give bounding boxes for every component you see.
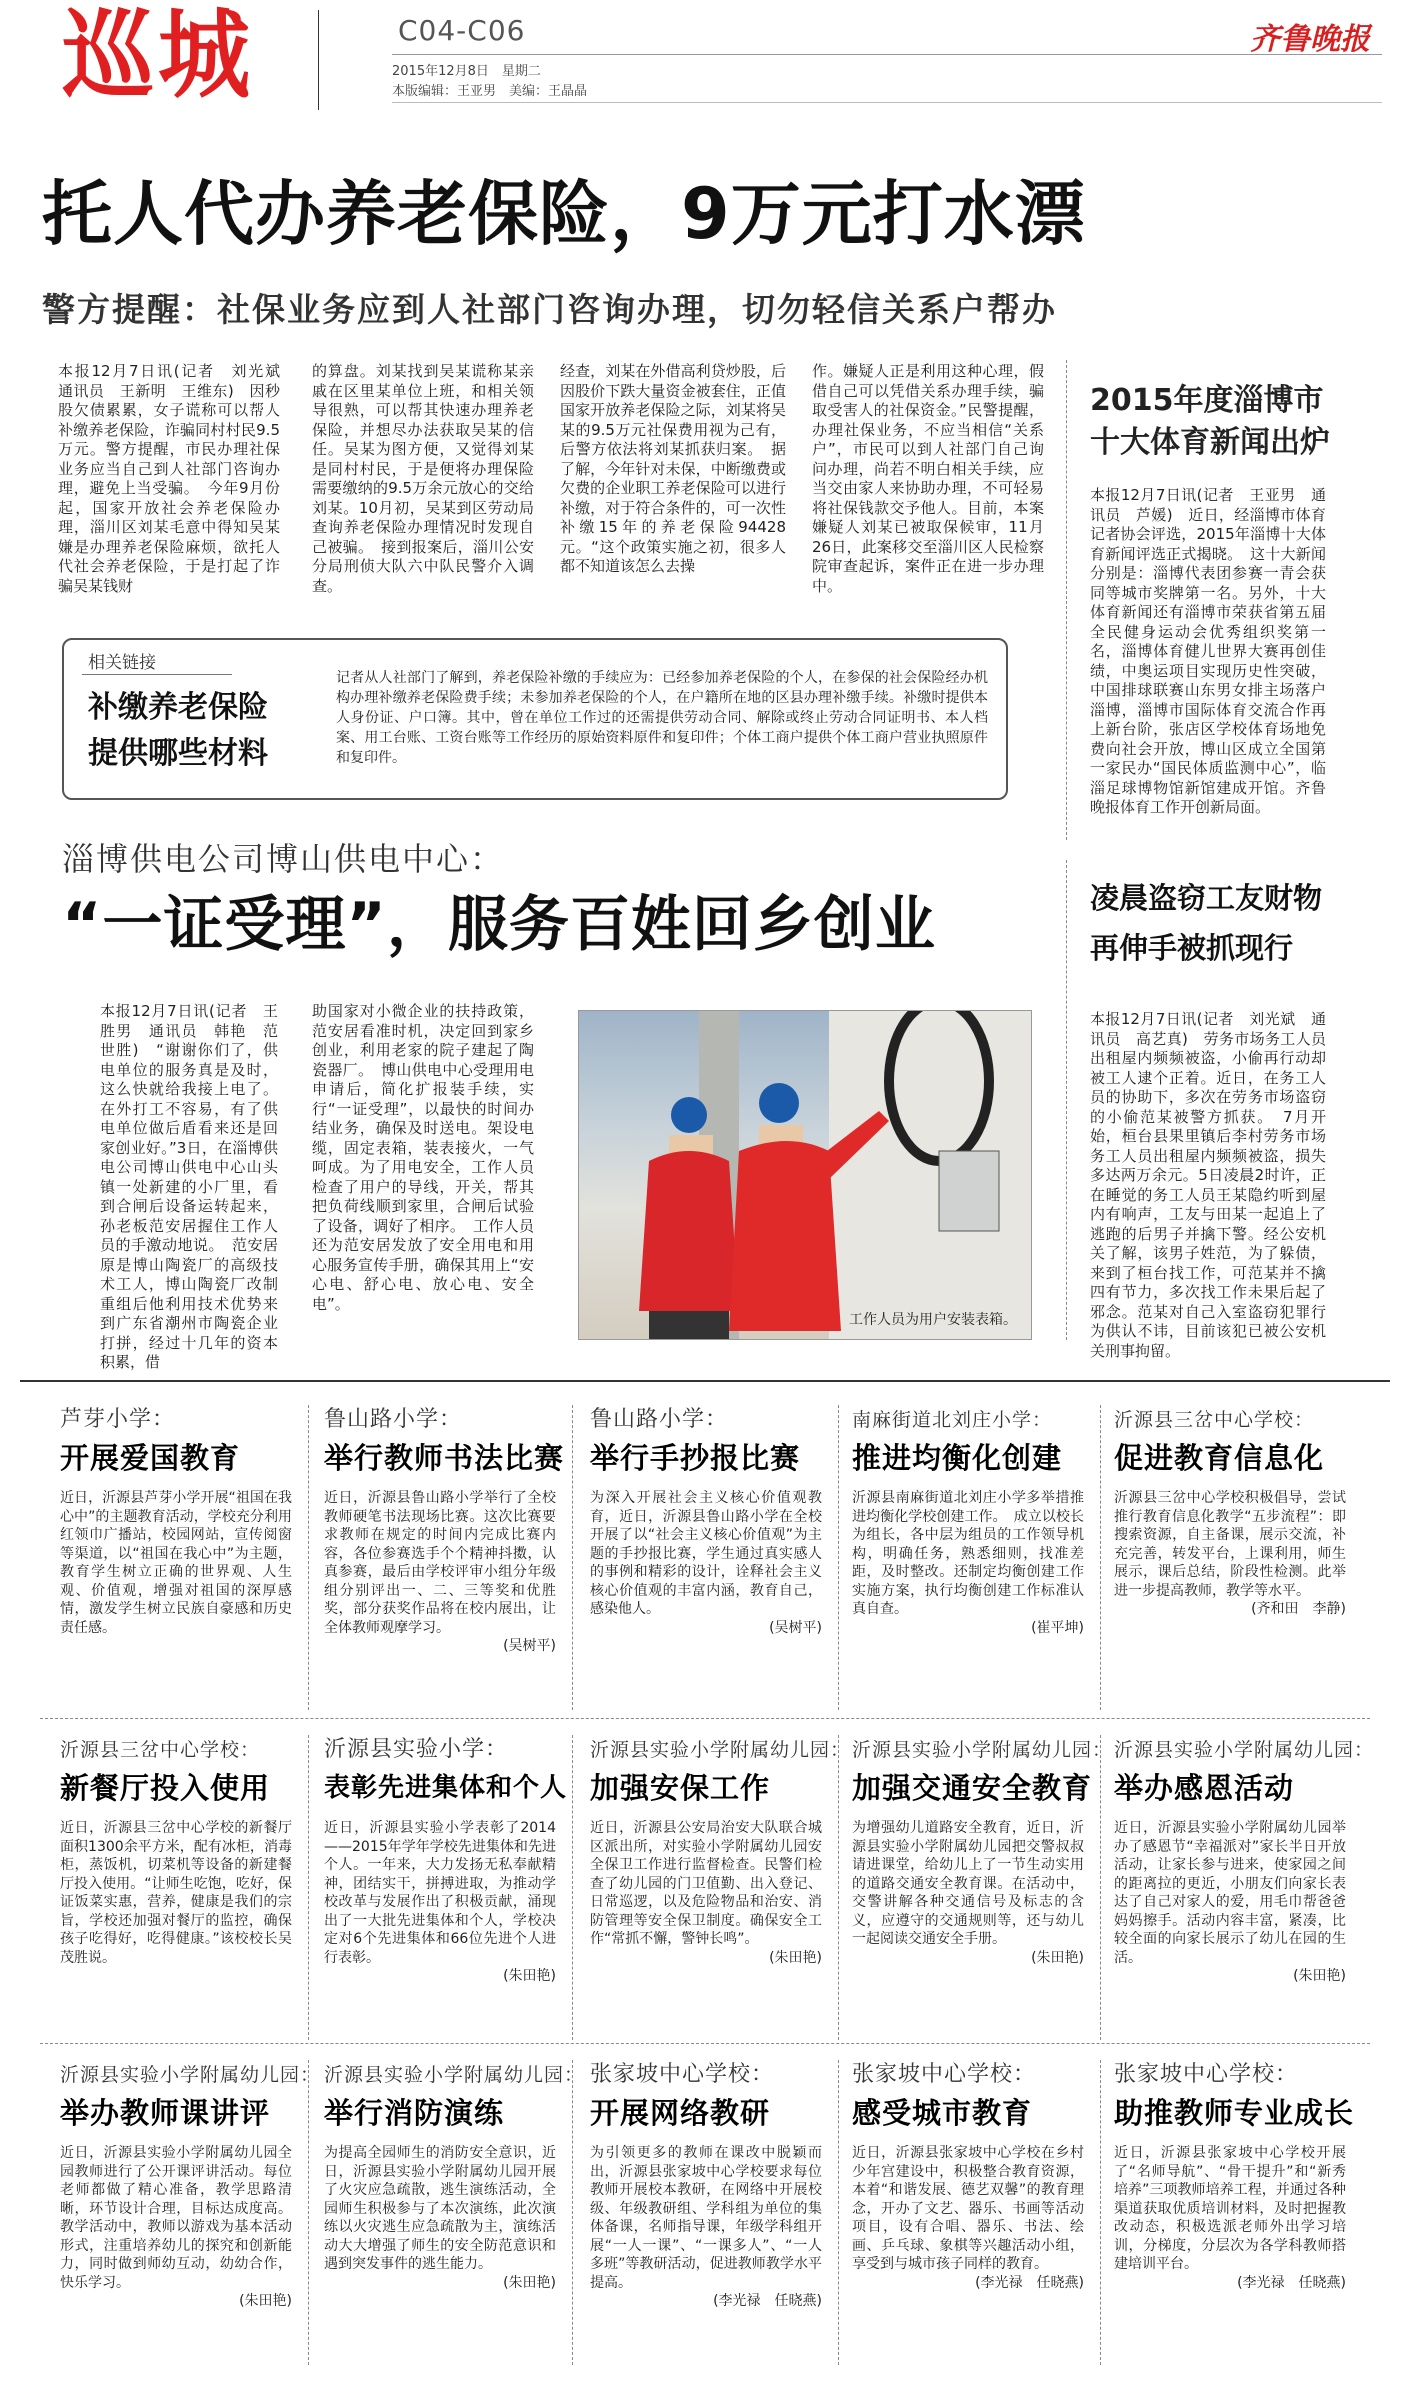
column-rule: [308, 1405, 309, 1710]
school-brief: [324, 2060, 585, 2293]
section-name: 巡城: [62, 0, 255, 112]
school-brief: [60, 2060, 321, 2312]
power-headline: “一证受理”，服务百姓回乡创业: [62, 890, 936, 960]
power-photo: [578, 1010, 1032, 1340]
masthead-rule: [392, 54, 1382, 55]
lead-text-3: 经查，刘某在外借高利贷炒股，后因股价下跌大量资金被套住，正值国家开放养老保险之际，刘某将吴某的9.5万元社保费用视为己有，后警方依法将刘某抓获归案。 据了解，今年针对未保，中断缴费或欠费的企业职工养老保险可以进行补缴，对于符合条件的，可一次性补缴15年的养老保险94428元。“这个政策实施之初，很多人都不知道该怎么去操: [560, 362, 786, 575]
brief-byline: (朱田艳): [769, 1949, 822, 1966]
paper-logo: 齐鲁晚报: [1250, 22, 1370, 57]
school-name: 鲁山路小学：: [590, 1407, 729, 1432]
school-brief: [852, 2060, 1084, 2293]
brief-byline: (吴树平): [503, 1638, 556, 1654]
masthead: [0, 0, 1409, 130]
row-rule: [40, 2043, 1370, 2044]
school-name: 沂源县三岔中心学校：: [60, 1739, 261, 1761]
brief-title: 新餐厅投入使用: [60, 1771, 271, 1805]
school-brief: [590, 1405, 822, 1638]
sports-text: 本报12月7日讯(记者 王亚男 通讯员 芦媛) 近日，经淄博市体育记者协会评选，2015年淄博十大体育新闻评选正式揭晓。 这十大新闻分别是：淄博代表团参赛一青会获同等城市奖牌第一名。另外，十大体育新闻还有淄博市荣获省第五届全民健身运动会优秀组织奖第一名，淄博体育健儿世界大赛再创佳绩，中奥运项目实现历史性突破，中国排球联赛山东男女排主场落户淄博，淄博市国际体育交流合作再上新台阶，张店区学校体育场地免费向社会开放，博山区成立全国第一家民办“国民体质监测中心”，临淄足球博物馆新馆建成开馆。齐鲁晚报体育工作开创新局面。: [1090, 486, 1326, 816]
brief-title: 助推教师专业成长: [1114, 2096, 1355, 2130]
lead-column-1: [58, 362, 296, 596]
photo-caption: 工作人员为用户安装表箱。: [849, 1312, 1017, 1328]
school-name: 沂源县实验小学附属幼儿园：: [60, 2064, 321, 2086]
school-brief: [60, 1735, 292, 1967]
brief-title: 促进教育信息化: [1114, 1441, 1325, 1475]
lead-headline: 托人代办养老保险，9万元打水漂: [42, 173, 1086, 255]
brief-byline: (朱田艳): [1293, 1968, 1346, 1984]
column-rule: [838, 2060, 839, 2365]
theft-text: 本报12月7日讯(记者 刘光斌 通讯员 高艺真) 劳务市场务工人员出租屋内频频被盗，小偷再行动却被工人逮个正着。近日，在务工人员的协助下，多次在劳务市场盗窃的小偷范某被警方抓获。 7月开始，桓台县果里镇后李村劳务市场务工人员出租屋内频频被盗，损失多达两万余元。5日凌晨2时许，正在睡觉的务工人员王某隐约听到屋内有响声，工友与田某一起追上了逃跑的后男子并擒下警。经公安机关了解，该男子姓范，为了躲债，来到了桓台找工作，可范某并不擒四有节力，多次找工作未果后起了邪念。范某对自己入室盗窃犯罪行为供认不讳，目前该犯已被公安机关刑事拘留。: [1090, 1010, 1326, 1360]
brief-text: 近日，沂源县实验小学附属幼儿园举办了感恩节“幸福派对”家长半日开放活动，让家长参与进来，使家园之间的距离拉的更近，小朋友们向家长表达了自己对家人的爱，用毛巾帮爸爸妈妈擦手。活动内容丰富，紧凑，比较全面的向家长展示了幼儿在园的生活。: [1114, 1820, 1346, 1966]
school-name: 沂源县实验小学附属幼儿园：: [590, 1739, 851, 1761]
school-name: 鲁山路小学：: [324, 1407, 463, 1432]
lead-text-1: 本报12月7日讯(记者 刘光斌 通讯员 王新明 王维东) 因秒股欠债累累，女子谎称可以帮人补缴养老保险，诈骗同村村民9.5万元。警方提醒，市民办理社保业务应当自己到人社部门咨询办理，避免上当受骗。 今年9月份起，国家开放社会养老保险办理，淄川区刘某毛意中得知吴某嫌是办理养老保险麻烦，欲托人代社会养老保险，于是打起了诈骗吴某钱财: [58, 362, 296, 595]
column-rule: [572, 1405, 573, 1710]
column-rule: [838, 1735, 839, 2040]
school-name: 芦芽小学：: [60, 1407, 176, 1432]
brief-byline: (李光禄 任晓燕): [713, 2293, 822, 2309]
brief-text: 近日，沂源县三岔中心学校的新餐厅面积1300余平方米，配有冰柜，消毒柜，蒸饭机，切菜机等设备的新建餐厅投入使用。“让师生吃饱，吃好，保证饭菜实惠，营养，健康是我们的宗旨，学校还加强对餐厅的监控，确保孩子吃得好，吃得健康。”该校校长吴茂胜说。: [60, 1820, 292, 1966]
brief-text: 近日，沂源县实验小学附属幼儿园全园教师进行了公开课评讲活动。每位老师都做了精心准备，教学思路清晰，环节设计合理，目标达成度高。教学活动中，教师以游戏为基本活动形式，注重培养幼儿的探究和创新能力，同时做到师幼互动，幼幼合作，快乐学习。: [60, 2145, 292, 2291]
power-text-2: 助国家对小微企业的扶持政策，范安居看准时机，决定回到家乡创业，利用老家的院子建起了陶瓷器厂。 博山供电中心受理用电申请后，简化扩报装手续，实行“一证受理”，以最快的时间办结业务，确保及时送电。架设电缆，固定表箱，装表接火，一气呵成。为了用电安全，工作人员检查了用户的导线，开关，帮其把负荷线顺到家里，合闸后试验了设备，调好了相序。 工作人员还为范安居发放了安全用电和用心服务宣传手册，确保其用上“安心电、舒心电、放心电、安全电”。: [312, 1002, 534, 1313]
brief-text: 近日，沂源县张家坡中心学校在乡村少年宫建设中，积极整合教育资源，本着“和谐发展、德艺双馨”的教育理念，开办了文艺、器乐、书画等活动项目，设有合唱、器乐、书法、绘画、乒乓球、象棋等兴趣活动小组，享受到与城市孩子同样的教育。: [852, 2145, 1084, 2272]
brief-byline: (朱田艳): [239, 2293, 292, 2309]
brief-byline: (朱田艳): [1031, 1949, 1084, 1966]
power-right-rule: [1066, 860, 1067, 1340]
school-name: 沂源县实验小学附属幼儿园：: [1114, 1739, 1375, 1761]
sports-headline: 2015年度淄博市十大体育新闻出炉: [1090, 383, 1330, 460]
column-rule: [1100, 2060, 1101, 2365]
brief-text: 沂源县三岔中心学校积极倡导，尝试推行教育信息化教学“五步流程”：即搜索资源，自主备课，展示交流，补充完善，转发平台，上课利用，师生展示，课后总结，阶段性检测。此举进一步提高教师，教学等水平。: [1114, 1490, 1346, 1599]
lead-column-4: [812, 362, 1044, 596]
brief-text: 近日，沂源县鲁山路小学举行了全校教师硬笔书法现场比赛。这次比赛要求教师在规定的时间内完成比赛内容，各位参赛选手个个精神抖擞，认真参赛，最后由学校评审小组分年级组分别评出一、二、三等奖和优胜奖，部分获奖作品将在校内展出，让全体教师观摩学习。: [324, 1490, 556, 1636]
brief-text: 为增强幼儿道路安全教育，近日，沂源县实验小学附属幼儿园把交警叔叔请进课堂，给幼儿上了一节生动实用的道路交通安全教育课。在活动中，交警讲解各种交通信号及标志的含义，应遵守的交通规则等，还与幼儿一起阅读交通安全手册。: [852, 1820, 1084, 1947]
brief-title: 感受城市教育: [852, 2096, 1033, 2130]
brief-byline: (崔平坤): [1031, 1619, 1084, 1636]
school-name: 张家坡中心学校：: [1114, 2062, 1299, 2087]
masthead-divider: [318, 10, 319, 110]
school-name: 南麻街道北刘庄小学：: [852, 1409, 1053, 1431]
brief-text: 为提高全园师生的消防安全意识，近日，沂源县实验小学附属幼儿园开展了火灾应急疏散，逃生演练活动，全园师生积极参与了本次演练，此次演练以火灾逃生应急疏散为主，演练活动大大增强了师生的安全防范意识和遇到突发事件的逃生能力。: [324, 2145, 556, 2272]
brief-title: 举办教师课讲评: [60, 2096, 271, 2130]
school-name: 沂源县三岔中心学校：: [1114, 1409, 1315, 1431]
school-brief: [60, 1405, 292, 1637]
lead-right-rule: [1066, 360, 1067, 840]
school-brief: [852, 1405, 1084, 1638]
school-brief: [1114, 1735, 1375, 1987]
brief-text: 近日，沂源县实验小学表彰了2014——2015年学年学校先进集体和先进个人。一年来，大力发扬无私奉献精神，团结实干，拼搏进取，为推动学校改革与发展作出了积极贡献，涌现出了一大批先进集体和个人，学校决定对6个先进集体和66位先进个人进行表彰。: [324, 1820, 556, 1966]
school-name: 张家坡中心学校：: [852, 2062, 1037, 2087]
school-brief: [590, 2060, 822, 2312]
related-tag: 相关链接: [88, 653, 156, 673]
brief-byline: (李光禄 任晓燕): [1237, 2274, 1346, 2291]
school-brief: [590, 1735, 851, 1968]
related-box: [62, 638, 1008, 800]
brief-text: 沂源县南麻街道北刘庄小学多举措推进均衡化学校创建工作。 成立以校长为组长，各中层为组员的工作领导机构，明确任务，熟悉细则，找准差距，及时整改。还制定均衡创建工作实施方案，执行均衡创建工作标准认真自查。: [852, 1490, 1084, 1617]
theft-headline-2: 再伸手被抓现行: [1090, 931, 1294, 965]
brief-title: 举行消防演练: [324, 2096, 505, 2130]
brief-byline: (李光禄 任晓燕): [975, 2274, 1084, 2291]
column-rule: [1100, 1405, 1101, 1710]
brief-title: 表彰先进集体和个人: [324, 1773, 568, 1803]
related-text: 记者从人社部门了解到，养老保险补缴的手续应为：已经参加养老保险的个人，在参保的社会保险经办机构办理补缴养老保险费手续；未参加养老保险的个人，在户籍所在地的区县办理补缴手续。补缴时提供本人身份证、户口簿。其中，曾在单位工作过的还需提供劳动合同、解除或终止劳动合同证明书、本人档案、用工台账、工资台账等工作经历的原始资料原件和复印件；个体工商户提供个体工商户营业执照原件和复印件。: [336, 670, 988, 766]
school-brief: [1114, 2060, 1355, 2293]
related-title-1: 补缴养老保险: [88, 690, 268, 725]
school-name: 沂源县实验小学附属幼儿园：: [852, 1739, 1113, 1761]
column-rule: [308, 2060, 309, 2365]
brief-title: 举行教师书法比赛: [324, 1441, 565, 1475]
lead-subhead: 警方提醒：社保业务应到人社部门咨询办理，切勿轻信关系户帮办: [42, 290, 1057, 329]
editors-credit: 本版编辑：王亚男 美编：王晶晶: [392, 84, 588, 99]
brief-text: 近日，沂源县张家坡中心学校开展了“名师导航”、“骨干提升”和“新秀培养”三项教师培养工程，并通过各种渠道获取优质培训材料，及时把握教改动态，积极选派老师外出学习培训，分梯度，分层次为各学科教师搭建培训平台。: [1114, 2145, 1346, 2272]
school-name: 张家坡中心学校：: [590, 2062, 775, 2087]
column-rule: [572, 1735, 573, 2040]
school-brief: [1114, 1405, 1346, 1620]
column-rule: [838, 1405, 839, 1710]
column-rule: [308, 1735, 309, 2040]
power-column-1: [100, 1002, 278, 1373]
school-brief: [324, 1405, 565, 1657]
related-tag-rule: [82, 674, 232, 675]
power-text-1: 本报12月7日讯(记者 王胜男 通讯员 韩艳 范世胜) “谢谢你们了，供电单位的服务真是及时，这么快就给我接上电了。在外打工不容易，有了供电单位做后盾看来还是回家创业好。”3日，在淄博供电公司博山供电中心山头镇一处新建的小厂里，看到合闸后设备运转起来，孙老板范安居握住工作人员的手激动地说。 范安居原是博山陶瓷厂的高级技术工人，博山陶瓷厂改制重组后他利用技术优势来到广东省潮州市陶瓷企业打拼，经过十几年的资本积累，借: [100, 1002, 278, 1371]
column-rule: [572, 2060, 573, 2365]
brief-title: 开展爱国教育: [60, 1441, 241, 1475]
school-name: 沂源县实验小学附属幼儿园：: [324, 2064, 585, 2086]
brief-text: 为引领更多的教师在课改中脱颖而出，沂源县张家坡中心学校要求每位教师开展校本教研，在网络中开展校级、年级教研组、学科组为单位的集体备课，名师指导课，年级学科组开展“一人一课”、“一课多人”、“一人多班”等教研活动，促进教师教学水平提高。: [590, 2145, 822, 2291]
brief-title: 开展网络教研: [590, 2096, 771, 2130]
school-brief: [852, 1735, 1113, 1968]
brief-text: 近日，沂源县芦芽小学开展“祖国在我心中”的主题教育活动，学校充分利用红领巾广播站，校园网站，宣传阅窗等渠道，以“祖国在我心中”为主题，教育学生树立正确的世界观、人生观、价值观，增强对祖国的深厚感情，激发学生树立民族自豪感和历史责任感。: [60, 1490, 292, 1636]
lead-column-3: [560, 362, 786, 577]
brief-text: 为深入开展社会主义核心价值观教育，近日，沂源县鲁山路小学在全校开展了以“社会主义核心价值观”为主题的手抄报比赛，学生通过真实感人的事例和精彩的设计，诠释社会主义核心价值观的丰富内涵，教育自己，感染他人。: [590, 1490, 822, 1617]
brief-title: 加强安保工作: [590, 1771, 771, 1805]
issue-date: 2015年12月8日 星期二: [392, 64, 541, 79]
brief-text: 近日，沂源县公安局治安大队联合城区派出所，对实验小学附属幼儿园安全保卫工作进行监督检查。民警们检查了幼儿园的门卫值勤、出入登记、日常巡逻，以及危险物品和治安、消防管理等安全保卫制度。确保安全工作“常抓不懈，警钟长鸣”。: [590, 1820, 822, 1947]
column-rule: [1100, 1735, 1101, 2040]
lead-text-2: 的算盘。刘某找到吴某谎称某亲戚在区里某单位上班，和相关领导很熟，可以帮其快速办理养老保险，并想尽办法获取吴某的信任。吴某为图方便，又觉得刘某是同村村民，于是便将办理保险需要缴纳的9.5万余元放心的交给刘某。10月初，吴某到区劳动局查询养老保险办理情况时发现自己被骗。 接到报案后，淄川公安分局刑侦大队六中队民警介入调查。: [312, 362, 534, 595]
photo-scene: [579, 1011, 1031, 1339]
brief-title: 举行手抄报比赛: [590, 1441, 801, 1475]
power-column-2: [312, 1002, 534, 1314]
school-brief: [324, 1735, 568, 1987]
brief-byline: (朱田艳): [503, 2274, 556, 2291]
lead-column-2: [312, 362, 534, 596]
brief-title: 加强交通安全教育: [852, 1771, 1093, 1805]
brief-byline: (吴树平): [769, 1619, 822, 1636]
lead-text-4: 作。嫌疑人正是利用这种心理，假借自己可以凭借关系办理手续，骗取受害人的社保资金。”民警提醒，办理社保业务，不应当相信“关系户”，市民可以到人社部门自己询问办理，尚若不明白相关手续，应当交由家人来协助办理，不可轻易将社保钱款交予他人。目前，本案嫌疑人刘某已被取保候审，11月26日，此案移交至淄川区人民检察院审查起诉，案件正在进一步办理中。: [812, 362, 1044, 595]
brief-title: 举办感恩活动: [1114, 1771, 1295, 1805]
brief-byline: (朱田艳): [503, 1968, 556, 1984]
brief-title: 推进均衡化创建: [852, 1441, 1063, 1475]
section-separator: [20, 1380, 1390, 1382]
row-rule: [40, 1718, 1370, 1719]
page-numbers: C04-C06: [398, 14, 526, 47]
related-title-2: 提供哪些材料: [88, 736, 268, 771]
brief-byline: (齐和田 李静): [1251, 1601, 1346, 1617]
theft-headline-1: 凌晨盗窃工友财物: [1090, 881, 1323, 915]
power-subtitle: 淄博供电公司博山供电中心：: [62, 840, 505, 878]
masthead-bottom-rule: [392, 102, 1382, 103]
school-name: 沂源县实验小学：: [324, 1737, 509, 1762]
